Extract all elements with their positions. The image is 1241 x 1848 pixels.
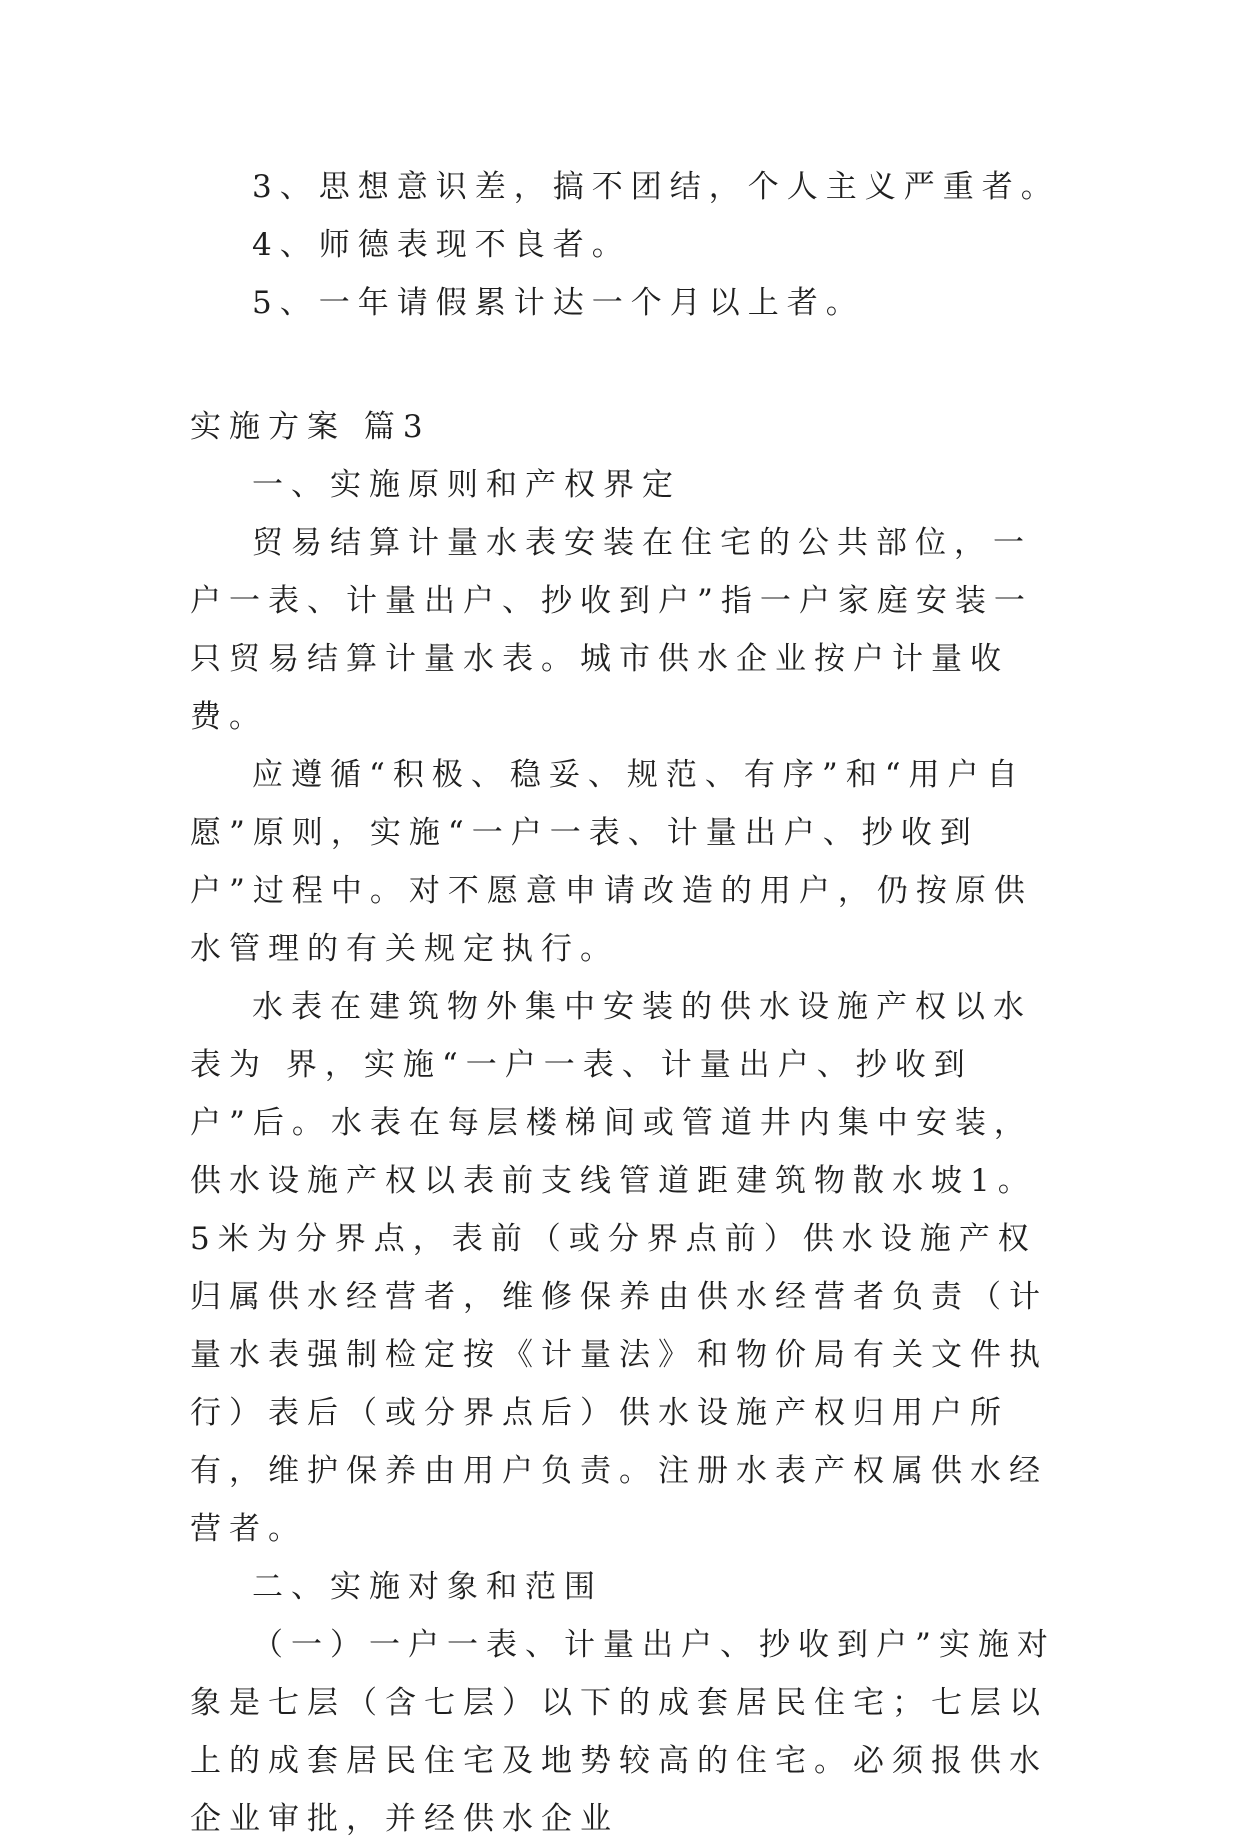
list-item: 3、思想意识差，搞不团结，个人主义严重者。: [252, 169, 1060, 205]
paragraph-principles: 应遵循“积极、稳妥、规范、有序”和“用户自愿”原则，实施“一户一表、计量出户、抄收到户”过程中。对不愿意申请改造的用户，仍按原供水管理的有关规定执行。: [190, 757, 1033, 967]
article-section: [190, 398, 1060, 1848]
paragraph-scope: （一）一户一表、计量出户、抄收到户”实施对象是七层（含七层）以下的成套居民住宅；七层以上的成套居民住宅及地势较高的住宅。必须报供水企业审批，并经供水企业: [190, 1627, 1056, 1837]
article-title: 实施方案 篇3: [190, 409, 431, 445]
section-heading-scope: 二、实施对象和范围: [252, 1569, 603, 1605]
list-item: 4、师德表现不良者。: [252, 227, 631, 263]
section-heading-principles: 一、实施原则和产权界定: [252, 467, 681, 503]
continued-list: [190, 158, 1060, 332]
paragraph-meter-installation: 贸易结算计量水表安装在住宅的公共部位，一户一表、计量出户、抄收到户”指一户家庭安装一只贸易结算计量水表。城市供水企业按户计量收费。: [190, 525, 1033, 735]
list-item: 5、一年请假累计达一个月以上者。: [252, 285, 865, 321]
paragraph-property-boundary: 水表在建筑物外集中安装的供水设施产权以水表为 界，实施“一户一表、计量出户、抄收到户”后。水表在每层楼梯间或管道井内集中安装，供水设施产权以表前支线管道距建筑物散水坡1。5米为分界点，表前（或分界点前）供水设施产权归属供水经营者，维修保养由供水经营者负责（计量水表强制检定按《计量法》和物价局有关文件执行）表后（或分界点后）供水设施产权归用户所有，维护保养由用户负责。注册水表产权属供水经营者。: [190, 989, 1048, 1547]
